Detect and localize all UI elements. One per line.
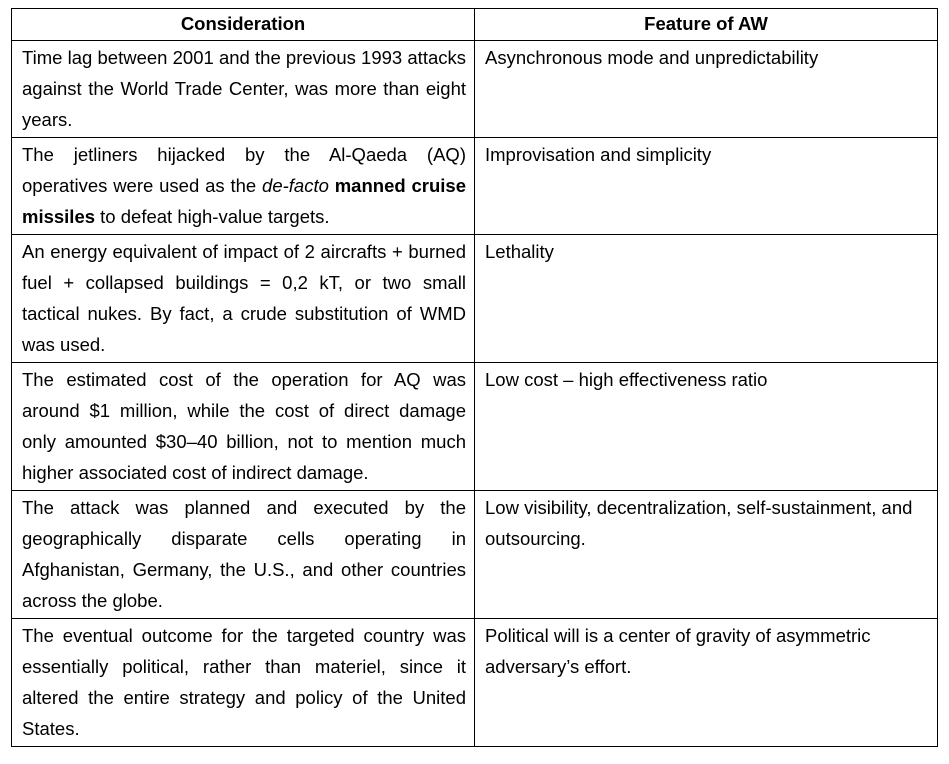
consideration-cell: Time lag between 2001 and the previous 1993 attacks against the World Trade Center, was more than eight years. [12,41,475,138]
table-row [12,363,938,491]
consideration-cell: The attack was planned and executed by the geographically disparate cells operating in Afghanistan, Germany, the U.S., and other countries across the globe. [12,491,475,619]
table-row [12,235,938,363]
feature-cell: Political will is a center of gravity of asymmetric adversary’s effort. [475,619,938,747]
consideration-cell: The estimated cost of the operation for AQ was around $1 million, while the cost of direct damage only amounted $30–40 billion, not to mention much higher associated cost of indirect damage. [12,363,475,491]
consideration-italic-text: de-facto [262,175,329,196]
consideration-text-end: to defeat high-value targets. [95,206,330,227]
feature-cell: Low cost – high effectiveness ratio [475,363,938,491]
feature-cell: Lethality [475,235,938,363]
considerations-table [11,8,938,747]
header-row [12,9,938,41]
table-row [12,138,938,235]
table-row [12,41,938,138]
feature-cell: Low visibility, decentralization, self-sustainment, and outsourcing. [475,491,938,619]
feature-cell: Improvisation and simplicity [475,138,938,235]
consideration-bold-text: manned cruise missiles [22,175,467,227]
table-row [12,619,938,747]
header-feature: Feature of AW [475,9,938,41]
consideration-cell: An energy equivalent of impact of 2 aircrafts + burned fuel + collapsed buildings = 0,2 kT, or two small tactical nukes. By fact, a crude substitution of WMD was used. [12,235,475,363]
consideration-cell: The eventual outcome for the targeted country was essentially political, rather than materiel, since it altered the entire strategy and policy of the United States. [12,619,475,747]
consideration-cell [12,138,475,235]
feature-cell: Asynchronous mode and unpredictability [475,41,938,138]
header-consideration: Consideration [12,9,475,41]
table-row [12,491,938,619]
consideration-text: The jetliners hijacked by the Al-Qaeda (AQ) operatives were used as the [22,144,466,196]
